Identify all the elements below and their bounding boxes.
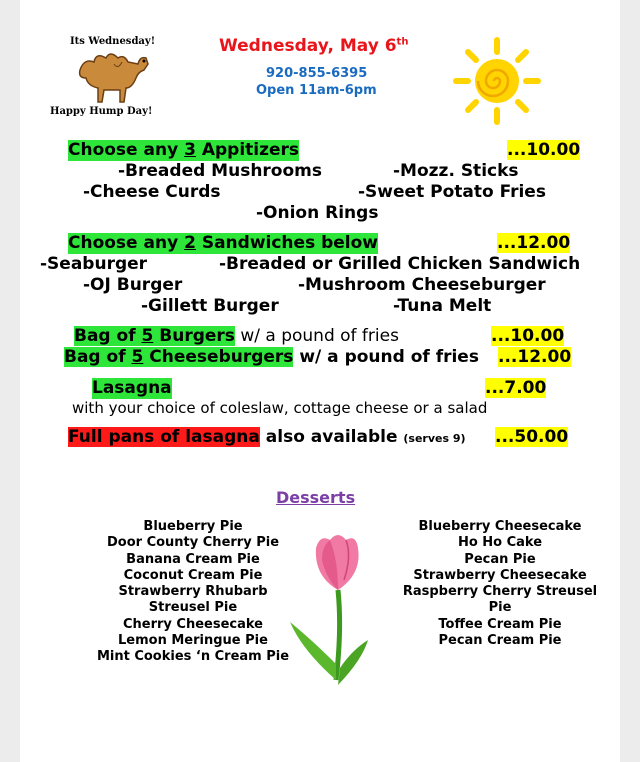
desserts-right-list [386,519,614,649]
full-pans-line [68,427,466,449]
menu-page [20,0,620,762]
list-item: Blueberry Cheesecake [418,519,582,534]
lasagna-price-text: ...7.00 [485,378,547,398]
list-item: Lemon Meringue Pie [118,633,268,649]
sandwiches-price-text: ...12.00 [497,233,571,253]
list-item: -Mozz. Sticks [393,161,519,181]
list-item: -Breaded Mushrooms [118,161,322,181]
full-pans-serves: (serves 9) [403,432,466,445]
list-item: Ho Ho Cake [457,535,543,551]
list-item: -Mushroom Cheeseburger [298,275,546,295]
list-item: Pecan Pie [464,551,536,567]
full-pans-label: Full pans of lasagna [68,427,260,447]
camel-icon [74,48,156,106]
appetizers-heading-post: Appitizers [195,140,300,160]
list-item: -Sweet Potato Fries [358,182,546,202]
sun-icon [452,36,542,126]
list-item: -Breaded or Grilled Chicken Sandwich [219,254,581,274]
badge-top-text: Its Wednesday! [70,36,156,47]
list-item: Mint Cookies ‘n Cream Pie [96,649,290,665]
bag-cheeseburgers-price [498,347,571,368]
full-pans-price-text: ...50.00 [495,427,569,447]
list-item: Banana Cream Pie [126,551,260,567]
list-item: Door County Cherry Pie [106,535,280,551]
lasagna-label: Lasagna [92,378,172,398]
appetizers-heading-pre: Choose any [68,140,185,160]
full-pans-also: also available [259,427,404,447]
title-sup: th [396,36,409,48]
bag-cheese-price-text: ...12.00 [498,347,572,367]
lasagna-sides: with your choice of coleslaw, cottage cheese or a salad [72,399,488,417]
bag-cheeseburgers-line [64,347,479,368]
appetizers-price-text: ...10.00 [507,140,581,160]
bag-burgers-label: Burgers [153,326,235,346]
sandwiches-heading-post: Sandwiches below [195,233,379,253]
hours-text: Open 11am-6pm [256,83,377,98]
sandwiches-heading-pre: Choose any [68,233,185,253]
list-item: Strawberry Cheesecake [413,567,587,583]
list-item: -OJ Burger [83,275,183,295]
bag-burgers-count: 5 [141,326,154,346]
list-item: -Gillett Burger [141,296,279,316]
lasagna-price [485,378,546,399]
title-text: Wednesday, May 6 [219,36,397,56]
list-item: Toffee Cream Pie [438,616,562,632]
appetizers-price [507,140,580,161]
bag-cheese-count: 5 [131,347,144,367]
sandwiches-heading [68,233,378,254]
list-item: Pecan Cream Pie [438,633,562,649]
list-item: Coconut Cream Pie [123,567,263,583]
appetizers-count: 3 [184,140,196,160]
hump-day-badge [50,36,170,122]
list-item: Cherry Cheesecake [122,616,263,632]
bag-burgers-rest: w/ a pound of fries [234,326,399,346]
list-item: -Cheese Curds [83,182,221,202]
bag-cheese-label: Cheeseburgers [143,347,294,367]
full-pans-price [495,427,568,448]
bag-burgers-price [491,326,564,347]
list-item: Raspberry Cherry Streusel [402,584,598,600]
appetizers-heading [68,140,299,161]
badge-bottom-text: Happy Hump Day! [50,106,153,117]
bag-burgers-line [74,326,399,347]
phone-number: 920-855-6395 [266,66,368,81]
list-item: Strawberry Rhubarb [118,584,268,600]
bag-cheese-pre: Bag of [64,347,132,367]
list-item: -Seaburger [40,254,148,274]
desserts-left-list [80,519,306,666]
bag-cheese-rest: w/ a pound of fries [293,347,479,367]
desserts-heading: Desserts [276,488,356,507]
list-item: -Onion Rings [256,203,379,223]
bag-burgers-pre: Bag of [74,326,142,346]
list-item: -Tuna Melt [393,296,492,316]
list-item: Blueberry Pie [143,519,243,534]
sandwiches-count: 2 [184,233,196,253]
page-title [219,36,408,56]
tulip-icon [282,530,382,692]
list-item: Pie [488,600,512,616]
sandwiches-price [497,233,570,254]
bag-burgers-price-text: ...10.00 [491,326,565,346]
list-item: Streusel Pie [148,600,238,616]
